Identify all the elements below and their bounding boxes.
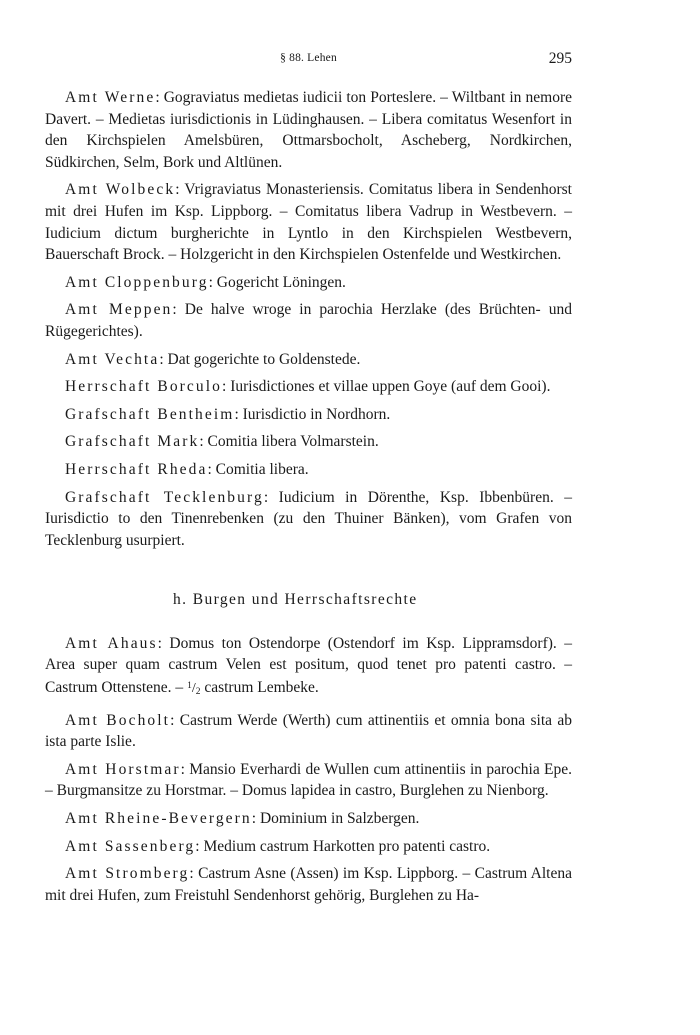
entry-grafschaft-mark xyxy=(45,431,572,453)
entry-amt-vechta xyxy=(45,349,572,371)
entry-herrschaft-borculo xyxy=(45,376,572,398)
running-title: § 88. Lehen xyxy=(280,52,337,64)
entry-label: Amt Wolbeck xyxy=(65,181,176,199)
entry-text: : Iurisdictiones et villae uppen Goye (auf dem Gooi). xyxy=(222,378,551,396)
fraction-one-half: $^1/_2$ xyxy=(187,681,201,698)
entry-text: : Mansio Everhardi de Wullen cum attinentiis in parochia Epe. – Burgmansitze zu Horstmar. – Domus lapidea in castro, Burglehen zu Nienborg. xyxy=(45,760,572,800)
entry-grafschaft-tecklenburg xyxy=(45,487,572,552)
entry-amt-ahaus xyxy=(45,633,572,704)
entry-label: Amt Sassenberg xyxy=(65,837,196,855)
entry-text: : Dominium in Salzbergen. xyxy=(251,810,420,828)
fraction-numerator: 1 xyxy=(187,681,192,692)
entry-label: Amt Bocholt xyxy=(65,711,171,729)
entry-amt-rheine-bevergern xyxy=(45,808,572,830)
entry-text: : Gograviatus medietas iudicii ton Porteslere. – Wiltbant in nemore Davert. – Medietas iurisdictionis in Lüdinghausen. – Libera comitatus Wesenfort in den Kirchspielen Amelsbüren, Ottmarsbocholt, Ascheberg, Nordkirchen, Südkirchen, Selm, Bork und Altlünen. xyxy=(45,89,572,171)
entry-text: : Iurisdictio in Nordhorn. xyxy=(234,405,391,423)
entry-label: Amt Werne xyxy=(65,89,156,106)
entry-text: : Iudicium in Dörenthe, Ksp. Ibbenbüren. – Iurisdictio to den Tinenrebenken (zu den Thuiner Bänken), vom Grafen von Tecklenburg usurpiert. xyxy=(45,488,572,549)
entry-text: : Vrigraviatus Monasteriensis. Comitatus libera in Sendenhorst mit drei Hufen im Ksp. Lippborg. – Comitatus libera Vadrup in Westbevern. – Iudicium dictum burgherichte in Lyntlo in den Kirchspielen Westbevern, Bauerschaft Brock. – Holzgericht in den Kirchspielen Ostenfelde und Westkirchen. xyxy=(45,181,572,264)
entry-label: Grafschaft Tecklenburg xyxy=(65,488,264,506)
entry-amt-bocholt xyxy=(45,710,572,753)
fraction-denominator: 2 xyxy=(195,687,201,698)
entry-label: Amt Vechta xyxy=(65,350,160,368)
entry-text: : Gogericht Löningen. xyxy=(208,273,346,291)
entry-herrschaft-rheda xyxy=(45,459,572,481)
entry-text: : Castrum Asne (Assen) im Ksp. Lippborg. – Castrum Altena mit drei Hufen, zum Freistuhl Sendenhorst gehörig, Burglehen zu Ha- xyxy=(45,865,572,904)
entry-amt-horstmar xyxy=(45,759,572,802)
entry-text-continued: castrum Lembeke. xyxy=(200,679,319,697)
entry-label: Amt Cloppenburg xyxy=(65,273,209,291)
entry-text: : Dat gogerichte to Goldenstede. xyxy=(159,350,361,368)
entry-label: Grafschaft Bentheim xyxy=(65,405,235,423)
entry-amt-wolbeck xyxy=(45,179,572,265)
entry-label: Amt Meppen xyxy=(65,301,173,319)
entry-label: Amt Stromberg xyxy=(65,865,190,883)
entry-label: Herrschaft Rheda xyxy=(65,460,208,478)
entry-amt-stromberg xyxy=(45,863,572,906)
entry-text: : Domus ton Ostendorpe (Ostendorf im Ksp. Lippramsdorf). – Area super quam castrum Velen est positum, quod tenet pro patenti castro. – Castrum Ottenstene. – xyxy=(45,634,572,697)
entry-amt-werne xyxy=(45,87,572,173)
body-text xyxy=(45,87,572,912)
entry-text: : De halve wroge in parochia Herzlake (des Brüchten- und Rügegerichtes). xyxy=(45,301,572,340)
entry-grafschaft-bentheim xyxy=(45,404,572,426)
entry-text: : Medium castrum Harkotten pro patenti castro. xyxy=(195,837,491,855)
entry-amt-sassenberg xyxy=(45,836,572,858)
entry-label: Grafschaft Mark xyxy=(65,433,200,451)
entry-label: Amt Rheine-Bevergern xyxy=(65,810,252,828)
running-head xyxy=(45,50,572,72)
entry-text: : Comitia libera. xyxy=(207,460,309,478)
entry-label: Herrschaft Borculo xyxy=(65,378,223,396)
entry-label: Amt Horstmar xyxy=(65,760,181,778)
entry-text: : Castrum Werde (Werth) cum attinentiis et omnia bona sita ab ista parte Islie. xyxy=(45,711,572,751)
section-heading: h. Burgen und Herrschaftsrechte xyxy=(173,591,418,609)
entry-text: : Comitia libera Volmarstein. xyxy=(199,433,379,451)
page-number: 295 xyxy=(548,50,572,67)
entry-amt-cloppenburg xyxy=(45,272,572,294)
entry-label: Amt Ahaus xyxy=(65,634,158,652)
entry-amt-meppen xyxy=(45,299,572,342)
